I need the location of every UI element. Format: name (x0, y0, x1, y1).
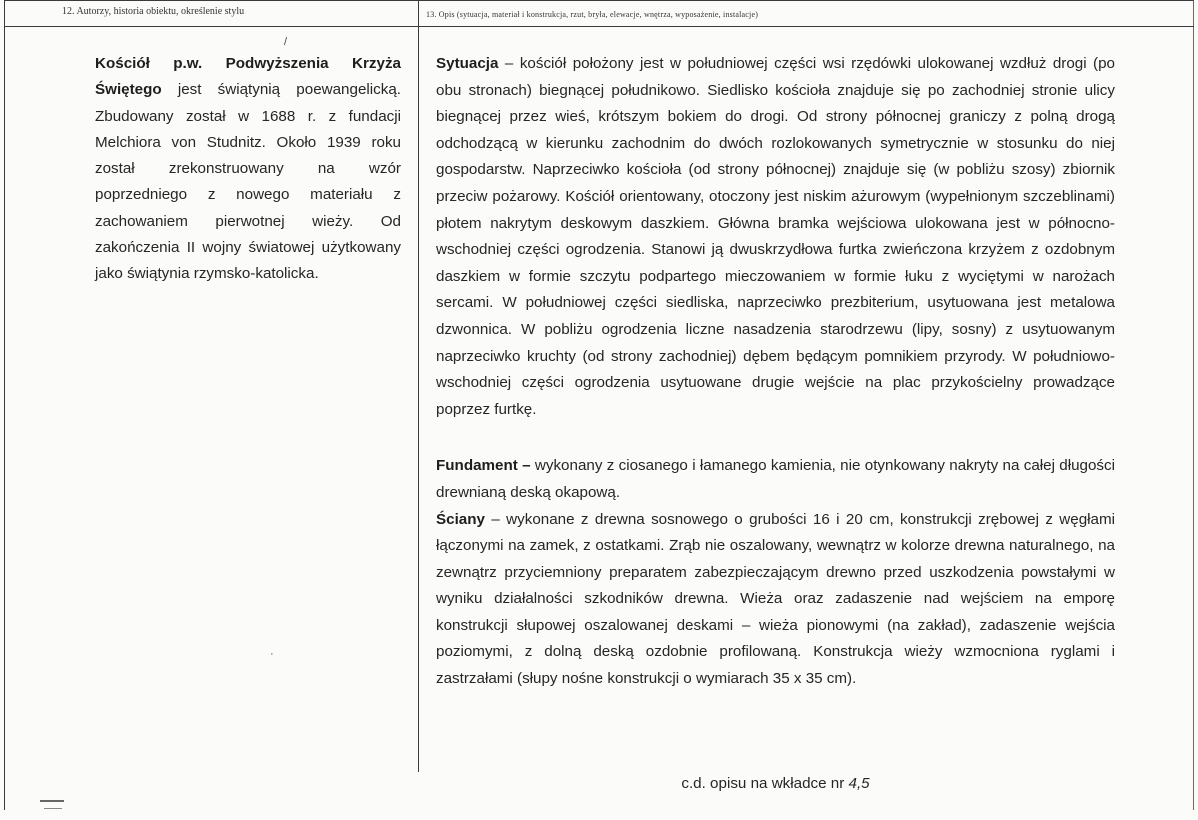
stray-dot: · (270, 648, 274, 660)
insert-number: 4,5 (848, 775, 870, 792)
foundation-text: wykonany z ciosanego i łamanego kamienia, nie otynkowany nakryty na całej długości drewnianą deską okapową. (436, 457, 1115, 501)
situation-label: Sytuacja (436, 55, 499, 72)
situation-text: – kościół położony jest w południowej części wsi rzędówki ulokowanej wzdłuż drogi (po obu stronach) biegnącej południkowo. Siedlisko kościoła znajduje się po zachodniej stronie ulicy biegnącej przez wieś, krótszym bokiem do drogi. Od strony północnej graniczy z polną drogą odchodzącą w kierunku zachodnim do dwóch rozlokowanych symetrycznie w stosunku do niej gospodarstw. Naprzeciwko kościoła (od strony północnej) znajduje się (w pobliżu szosy) zbiornik przeciw pożarowy. Kościół orientowany, otoczony jest niskim ażurowym (wypełnionym szczeblinami) płotem nakrytym deskowym daszkiem. Główna bramka wejściowa ulokowana jest w północno-wschodniej części ogrodzenia. Stanowi ją dwuskrzydłowa furtka zwieńczona krzyżem z ozdobnym daszkiem w formie szczytu podpartego mieczowaniem w formie łuku z wyciętymi w narożach sercami. W południowej części siedliska, naprzeciwko prezbiterium, usytuowana jest metalowa dzwonnica. W pobliżu ogrodzenia liczne nasadzenia starodrzewu (lipy, sosny) z usytuowanym naprzeciwko kruchty (od strony zachodniej) dębem będącym pomnikiem przyrody. W południowo-wschodniej części ogrodzenia usytuowane drugie wejście na plac przykościelny prowadzące poprzez furtkę. (436, 55, 1115, 418)
section-12-header: 12. Autorzy, historia obiektu, określenie stylu (62, 6, 245, 17)
walls-text: – wykonane z drewna sosnowego o grubości 16 i 20 cm, konstrukcji zrębowej z węgłami łączonymi na zamek, z ostatkami. Zrąb nie oszalowany, wewnątrz w kolorze drewna naturalnego, na zewnątrz przyciemniony preparatem zabezpieczającym drewno przed uszkodzenia powstałymi w wyniku działalności szkodników drewna. Wieża oraz zadaszenie nad wejściem na emporę konstrukcji słupowej oszalowanej deskami – wieża pionowymi (na zakład), zadaszenie wejścia poziomymi, z dolną deską ozdobnie profilowaną. Konstrukcja wieży wzmocniona ryglami i zastrzałami (słupy nośne konstrukcji o wymiarach 35 x 35 cm). (436, 510, 1115, 688)
history-column (95, 51, 401, 288)
paragraph-gap (436, 423, 1115, 453)
continuation-text: c.d. opisu na wkładce nr (681, 775, 849, 792)
walls-label: Ściany (436, 510, 485, 528)
walls-paragraph (436, 507, 1115, 693)
church-name: Kościół p.w. Podwyższenia Krzyża Świętego (95, 55, 401, 99)
situation-paragraph (436, 51, 1115, 423)
history-paragraph (95, 51, 401, 288)
header-rule (4, 26, 1194, 27)
description-column (436, 51, 1115, 693)
history-text: jest świątynią poewangelicką. Zbudowany został w 1688 r. z fundacji Melchiora von Studnitz. Około 1939 roku został zrekonstruowany na wzór poprzedniego z nowego materiału z zachowaniem pierwotnej wieży. Od zakończenia II wojny światowej użytkowany jako świątynia rzymsko-katolicka. (95, 81, 401, 283)
column-divider (418, 0, 419, 772)
stray-mark: / (284, 36, 288, 48)
scan-smudge (44, 808, 62, 809)
scan-smudge (40, 800, 64, 802)
section-13-header: 13. Opis (sytuacja, materiał i konstrukcja, rzut, bryła, elewacje, wnętrza, wyposażenie, instalacje) (426, 10, 759, 19)
foundation-label: Fundament – (436, 457, 531, 475)
continuation-note (436, 775, 1115, 792)
foundation-paragraph (436, 453, 1115, 506)
